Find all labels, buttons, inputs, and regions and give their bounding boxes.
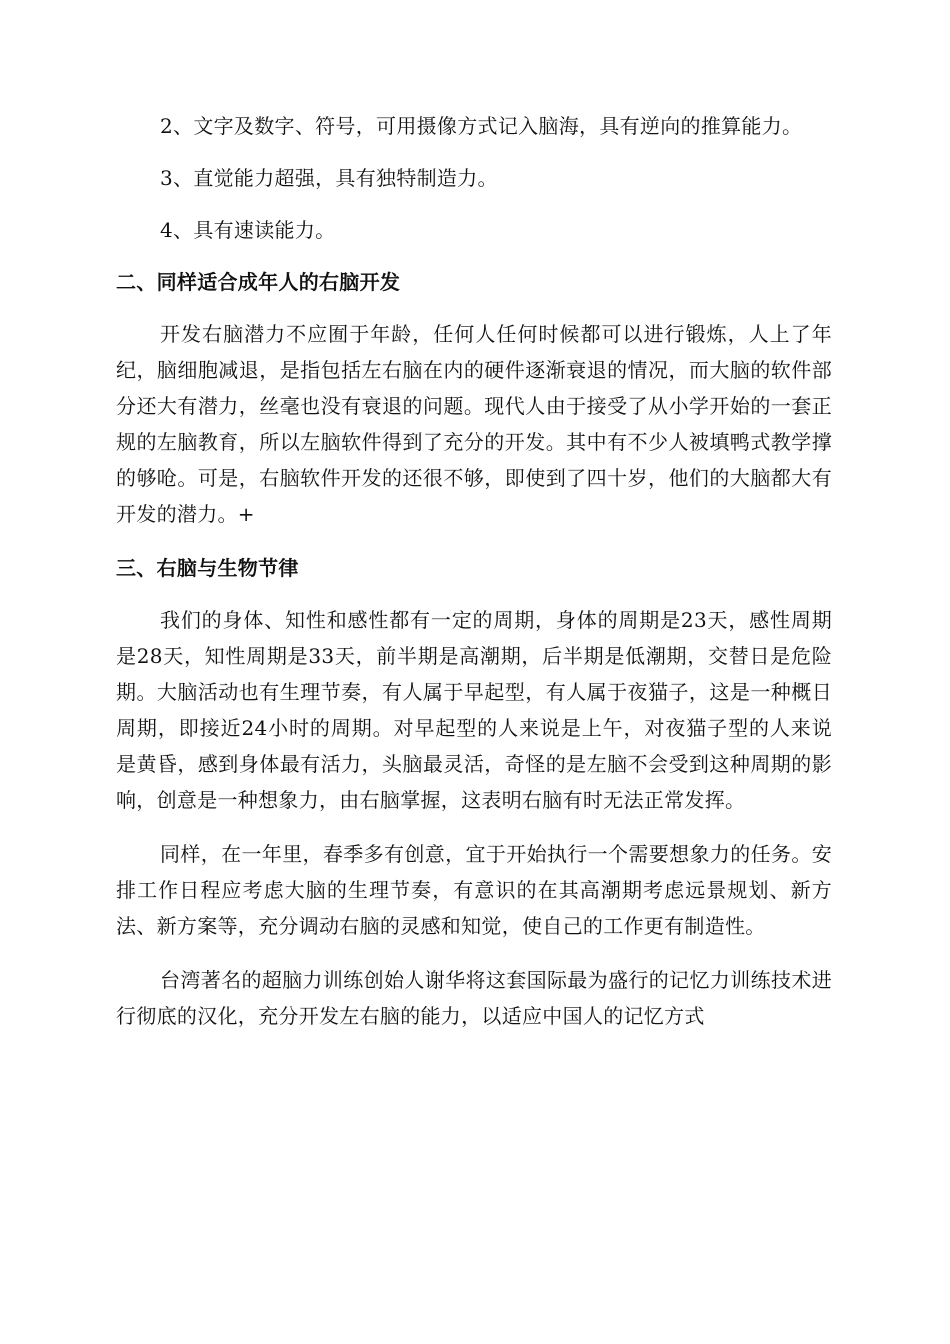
body-paragraph: 开发右脑潜力不应囿于年龄，任何人任何时候都可以进行锻炼，人上了年纪，脑细胞减退，是指包括左右脑在内的硬件逐渐衰退的情况，而大脑的软件部分还大有潜力，丝毫也没有衰退的问题。现代人由于接受了从小学开始的一套正规的左脑教育，所以左脑软件得到了充分的开发。其中有不少人被填鸭式教学撑的够呛。可是，右脑软件开发的还很不够，即使到了四十岁，他们的大脑都大有开发的潜力。+ [116, 322, 832, 526]
section-heading: 三、右脑与生物节律 [116, 556, 299, 580]
body-paragraph: 同样，在一年里，春季多有创意，宜于开始执行一个需要想象力的任务。安排工作日程应考虑大脑的生理节奏，有意识的在其高潮期考虑远景规划、新方法、新方案等，充分调动右脑的灵感和知觉，使自己的工作更有制造性。 [116, 842, 832, 938]
list-item: 2、文字及数字、符号，可用摄像方式记入脑海，具有逆向的推算能力。 [160, 114, 803, 138]
body-paragraph: 我们的身体、知性和感性都有一定的周期，身体的周期是23天，感性周期是28天，知性周期是33天，前半期是高潮期，后半期是低潮期，交替日是危险期。大脑活动也有生理节奏，有人属于早起型，有人属于夜猫子，这是一种概日周期，即接近24小时的周期。对早起型的人来说是上午，对夜猫子型的人来说是黄昏，感到身体最有活力，头脑最灵活，奇怪的是左脑不会受到这种周期的影响，创意是一种想象力，由右脑掌握，这表明右脑有时无法正常发挥。 [116, 608, 832, 812]
list-item: 4、具有速读能力。 [160, 218, 336, 242]
section-heading: 二、同样适合成年人的右脑开发 [116, 270, 401, 294]
list-item: 3、直觉能力超强，具有独特制造力。 [160, 166, 498, 190]
document-page [116, 108, 832, 1052]
body-paragraph: 台湾著名的超脑力训练创始人谢华将这套国际最为盛行的记忆力训练技术进行彻底的汉化，充分开发左右脑的能力，以适应中国人的记忆方式 [116, 968, 832, 1028]
